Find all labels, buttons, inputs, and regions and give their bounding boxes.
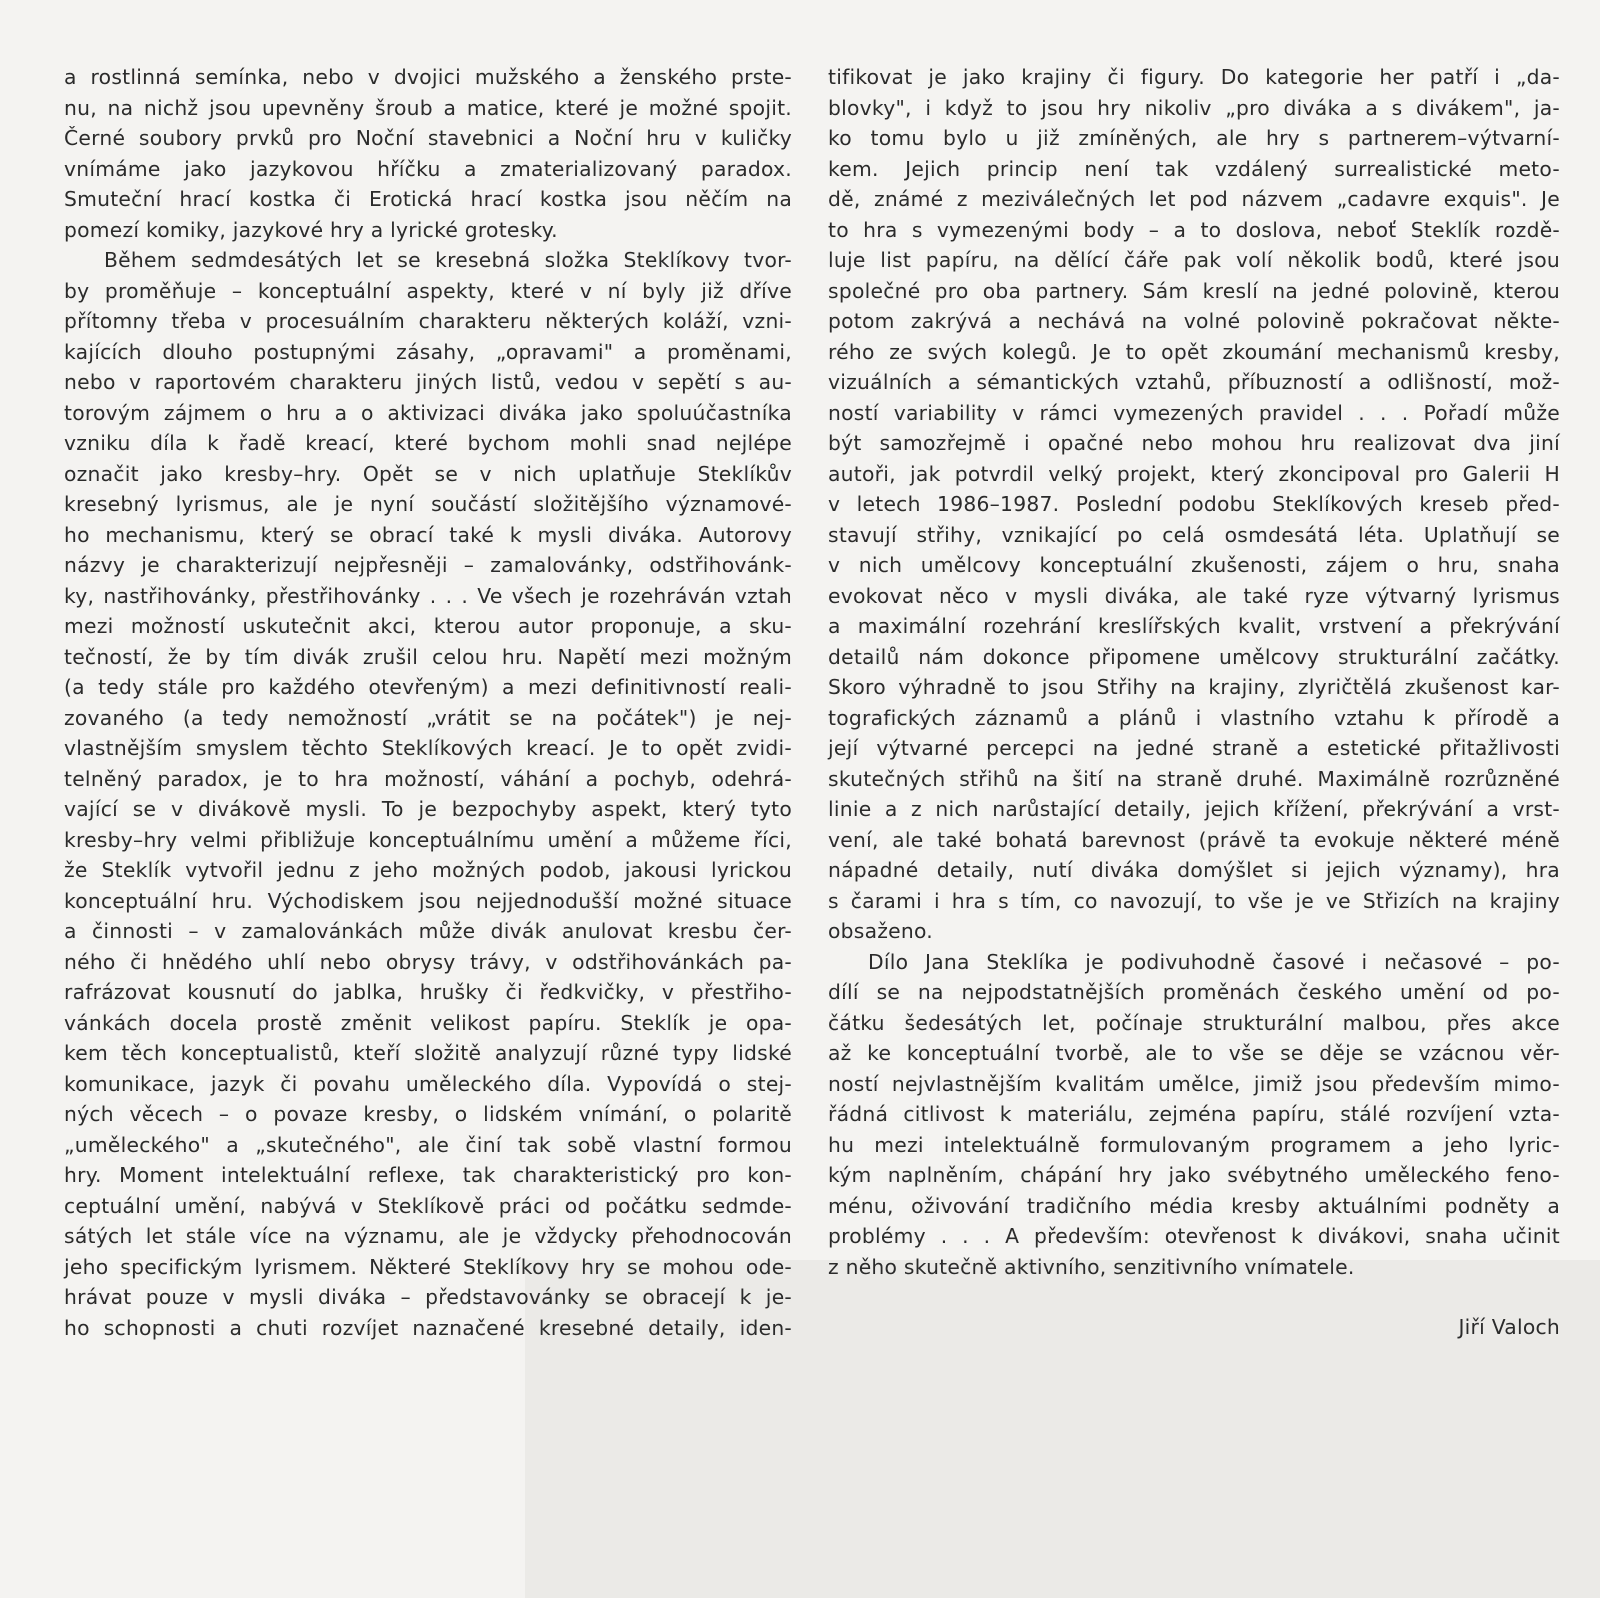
left-column <box>64 62 792 1343</box>
left-paragraph-2: Během sedmdesátých let se kresebná složka Steklíkovy tvor- by proměňuje – konceptuální aspekty, které v ní byly již dříve přítomny třeba v procesuálním charakteru některých koláží, vzni- kajících dlouho postupnými zásahy, „opravami" a proměnami, nebo v raportovém charakteru jiných listů, vedou v sepětí s au- torovým zájmem o hru a o aktivizaci diváka jako spoluúčastníka vzniku díla k řadě kreací, které bychom mohli snad nejlépe označit jako kresby–hry. Opět se v nich uplatňuje Steklíkův kresebný lyrismus, ale je nyní součástí složitějšího významové- ho mechanismu, který se obrací také k mysli diváka. Autorovy názvy je charakterizují nejpřesněji – zamalovánky, odstřihovánk- ky, nastřihovánky, přestřihovánky . . . Ve všech je rozehráván vztah mezi možností uskutečnit akci, kterou autor proponuje, a sku- tečností, že by tím divák zrušil celou hru. Napětí mezi možným (a tedy stále pro každého otevřeným) a mezi definitivností reali- zovaného (a tedy nemožností „vrátit se na počátek") je nej- vlastnějším smyslem těchto Steklíkových kreací. Je to opět zvidi- telněný paradox, je to hra možností, váhání a pochyb, odehrá- vající se v divákově mysli. To je bezpochyby aspekt, který tyto kresby–hry velmi přibližuje konceptuálnímu umění a můžeme říci, že Steklík vytvořil jednu z jeho možných podob, jakousi lyrickou konceptuální hru. Východiskem jsou nejjednodušší možné situace a činnosti – v zamalovánkách může divák anulovat kresbu čer- ného či hnědého uhlí nebo obrysy trávy, v odstřihovánkách pa- rafrázovat kousnutí do jablka, hrušky či ředkvičky, v přestřiho- vánkách docela prostě změnit velikost papíru. Steklík je opa- kem těch konceptualistů, kteří složitě analyzují různé typy lidské komunikace, jazyk či povahu uměleckého díla. Vypovídá o stej- ných věcech – o povaze kresby, o lidském vnímání, o polaritě „uměleckého" a „skutečného", ale činí tak sobě vlastní formou hry. Moment intelektuální reflexe, tak charakteristický pro kon- ceptuální umění, nabývá v Steklíkově práci od počátku sedmde- sátých let stále více na významu, ale je vždycky přehodnocován jeho specifickým lyrismem. Některé Steklíkovy hry se mohou ode- hrávat pouze v mysli diváka – představovánky se obracejí k je- ho schopnosti a chuti rozvíjet naznačené kresebné detaily, iden- <box>64 248 792 1340</box>
left-paragraph-1: a rostlinná semínka, nebo v dvojici mužského a ženského prste- nu, na nichž jsou upevněny šroub a matice, které je možné spojit. Černé soubory prvků pro Noční stavebnici a Noční hru v kuličky vnímáme jako jazykovou hříčku a zmaterializovaný paradox. Smuteční hrací kostka či Erotická hrací kostka jsou něčím na pomezí komiky, jazykové hry a lyrické grotesky. <box>64 65 792 242</box>
right-column <box>828 62 1560 1282</box>
author-signature: Jiří Valoch <box>1458 1315 1560 1339</box>
right-paragraph-1: tifikovat je jako krajiny či figury. Do kategorie her patří i „da- blovky", i když to jsou hry nikoliv „pro diváka a s divákem", ja- ko tomu bylo u již zmíněných, ale hry s partnerem–výtvarní- kem. Jejich princip není tak vzdálený surrealistické meto- dě, známé z meziválečných let pod názvem „cadavre exquis". Je to hra s vymezenými body – a to doslova, neboť Steklík rozdě- luje list papíru, na dělící čáře pak volí několik bodů, které jsou společné pro oba partnery. Sám kreslí na jedné polovině, kterou potom zakrývá a nechává na volné polovině pokračovat někte- rého ze svých kolegů. Je to opět zkoumání mechanismů kresby, vizuálních a sémantických vztahů, příbuzností a odlišností, mož- ností variability v rámci vymezených pravidel . . . Pořadí může být samozřejmě i opačné nebo mohou hru realizovat dva jiní autoři, jak potvrdil velký projekt, který zkoncipoval pro Galerii H v letech 1986–1987. Poslední podobu Steklíkových kreseb před- stavují střihy, vznikající po celá osmdesátá léta. Uplatňují se v nich umělcovy konceptuální zkušenosti, zájem o hru, snaha evokovat něco v mysli diváka, ale také ryze výtvarný lyrismus a maximální rozehrání kreslířských kvalit, vrstvení a překrývání detailů nám dokonce připomene umělcovy strukturální začátky. Skoro výhradně to jsou Střihy na krajiny, zlyričtělá zkušenost kar- tografických záznamů a plánů i vlastního vztahu k přírodě a její výtvarné percepci na jedné straně a estetické přitažlivosti skutečných střihů na šití na straně druhé. Maximálně rozrůzněné linie a z nich narůstající detaily, jejich křížení, překrývání a vrst- vení, ale také bohatá barevnost (právě ta evokuje některé méně nápadné detaily, nutí diváka domýšlet si jejich významy), hra s čarami i hra s tím, co navozují, to vše je ve Střizích na krajiny obsaženo. <box>828 65 1560 943</box>
right-paragraph-2: Dílo Jana Steklíka je podivuhodně časové i nečasové – po- dílí se na nejpodstatnějších proměnách českého umění od po- čátku šedesátých let, počínaje strukturální malbou, přes akce až ke konceptuální tvorbě, ale to vše se děje se vzácnou věr- ností nejvlastnějším kvalitám umělce, jimiž jsou především mimo- řádná citlivost k materiálu, zejména papíru, stálé rozvíjení vzta- hu mezi intelektuálně formulovaným programem a jeho lyric- kým naplněním, chápání hry jako svébytného uměleckého feno- ménu, oživování tradičního média kresby aktuálními podněty a problémy . . . A především: otevřenost k divákovi, snaha učinit z něho skutečně aktivního, senzitivního vnímatele. <box>828 949 1560 1279</box>
